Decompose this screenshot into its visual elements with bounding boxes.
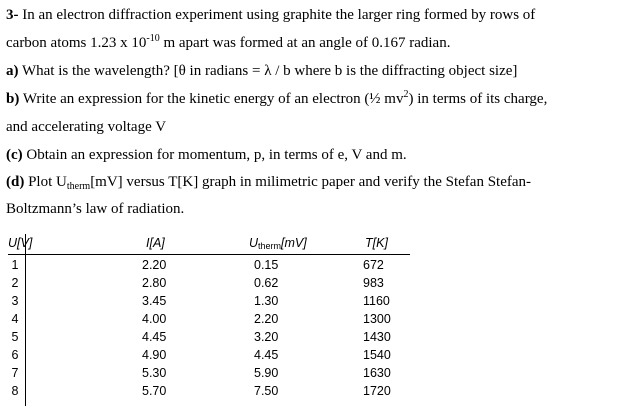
table-header — [8, 234, 410, 255]
header-utherm — [249, 236, 307, 250]
cell-temperature: 1540 — [363, 348, 391, 362]
cell-utherm: 3.20 — [254, 330, 279, 344]
table-row — [8, 294, 410, 312]
cell-current: 4.00 — [142, 312, 167, 326]
cell-voltage: 7 — [11, 366, 19, 380]
part-d-label: (d) — [6, 174, 25, 190]
cell-voltage: 4 — [11, 312, 19, 326]
question-intro-text: In an electron diffraction experiment using graphite the larger ring formed by rows of — [22, 7, 536, 23]
header-current: I[A] — [146, 236, 165, 250]
part-b-text-line-2: and accelerating voltage V — [6, 119, 167, 135]
part-d-text-line-2: Boltzmann’s law of radiation. — [6, 201, 185, 217]
part-b-label: b) — [6, 91, 20, 107]
part-b — [6, 90, 547, 108]
part-d — [6, 173, 531, 191]
table-row — [8, 366, 410, 384]
cell-temperature: 1720 — [363, 384, 391, 398]
part-d-text: Plot U — [28, 174, 67, 190]
header-utherm-unit: [mV] — [281, 236, 307, 250]
cell-utherm: 1.30 — [254, 294, 279, 308]
cell-temperature: 672 — [363, 258, 384, 272]
table-row — [8, 276, 410, 294]
table-row — [8, 384, 410, 402]
cell-current: 3.45 — [142, 294, 167, 308]
table-row — [8, 312, 410, 330]
question-intro-text-3: m apart was formed at an angle of 0.167 radian. — [159, 35, 451, 51]
part-a — [6, 62, 517, 80]
part-b-line-2 — [6, 118, 166, 136]
table-row — [8, 330, 410, 348]
part-c — [6, 146, 407, 164]
part-b-text-after: ) in terms of its charge, — [408, 91, 548, 107]
squared-exponent: 2 — [403, 89, 409, 100]
cell-current: 2.20 — [142, 258, 167, 272]
cell-current: 2.80 — [142, 276, 167, 290]
part-b-text: Write an expression for the kinetic energy of an electron (½ mv — [22, 91, 404, 107]
cell-utherm: 0.15 — [254, 258, 279, 272]
header-voltage: U[V] — [8, 236, 33, 250]
cell-utherm: 7.50 — [254, 384, 279, 398]
part-a-label: a) — [6, 63, 19, 79]
cell-voltage: 8 — [11, 384, 19, 398]
part-d-text-after: [mV] versus T[K] graph in milimetric paper and verify the Stefan Stefan- — [90, 174, 532, 190]
cell-current: 5.30 — [142, 366, 167, 380]
cell-voltage: 2 — [11, 276, 19, 290]
cell-voltage: 6 — [11, 348, 19, 362]
part-d-line-2 — [6, 200, 184, 218]
question-number: 3- — [6, 7, 19, 23]
cell-temperature: 1630 — [363, 366, 391, 380]
header-temperature: T[K] — [365, 236, 388, 250]
cell-utherm: 4.45 — [254, 348, 279, 362]
table-row — [8, 348, 410, 366]
cell-voltage: 1 — [11, 258, 19, 272]
header-utherm-main: U — [249, 236, 259, 250]
cell-temperature: 1300 — [363, 312, 391, 326]
table-row — [8, 258, 410, 276]
cell-current: 4.45 — [142, 330, 167, 344]
question-line-2 — [6, 34, 450, 52]
cell-temperature: 1430 — [363, 330, 391, 344]
cell-temperature: 983 — [363, 276, 384, 290]
cell-temperature: 1160 — [363, 294, 390, 308]
question-intro-text-2: carbon atoms 1.23 x 10 — [6, 35, 147, 51]
part-c-text: Obtain an expression for momentum, p, in terms of e, V and m. — [26, 147, 407, 163]
part-a-text: What is the wavelength? [θ in radians = λ / b where b is the diffracting object size] — [21, 63, 518, 79]
therm-subscript: therm — [66, 181, 91, 192]
cell-utherm: 2.20 — [254, 312, 279, 326]
part-c-label: (c) — [6, 147, 23, 163]
cell-utherm: 5.90 — [254, 366, 279, 380]
cell-utherm: 0.62 — [254, 276, 279, 290]
cell-current: 5.70 — [142, 384, 167, 398]
cell-voltage: 5 — [11, 330, 19, 344]
header-utherm-sub: therm — [258, 241, 282, 251]
question-line-1 — [6, 6, 535, 24]
cell-current: 4.90 — [142, 348, 167, 362]
exponent: -10 — [146, 33, 160, 44]
cell-voltage: 3 — [11, 294, 19, 308]
